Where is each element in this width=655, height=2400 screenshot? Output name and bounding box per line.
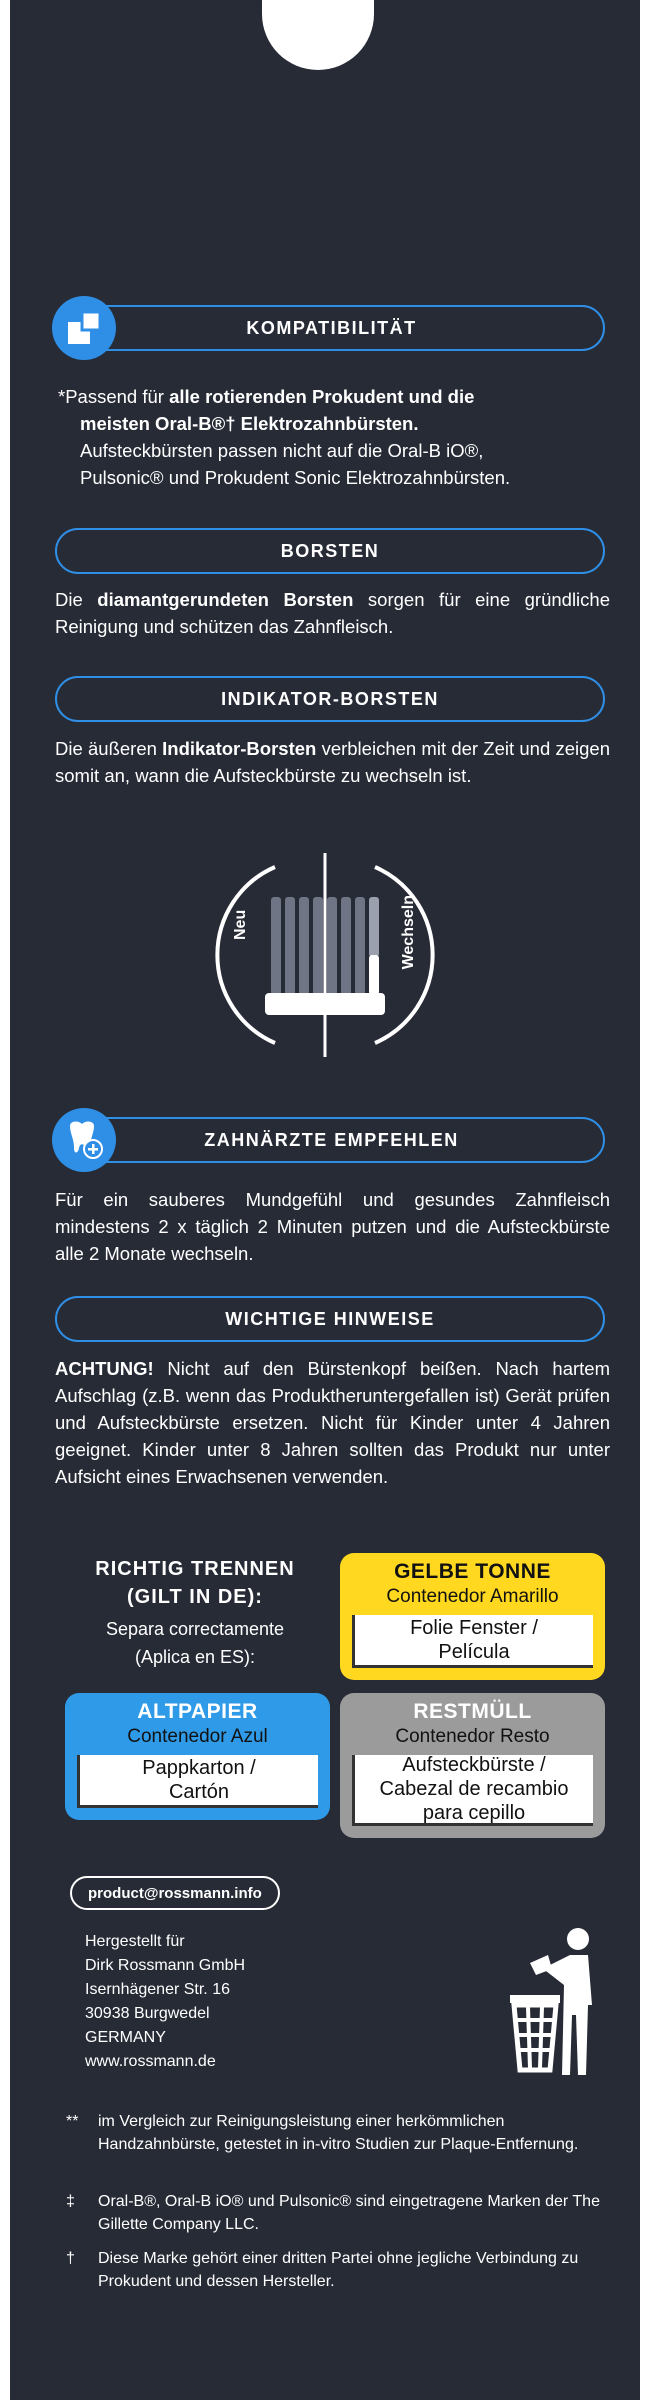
text-fragment: Nicht auf den Bürstenkopf beißen. Nach hartem Aufschlag (z.B. wenn das Produktheruntergefallen ist) Gerät prüfen und Aufsteckbürste ersetzen. Nicht für Kinder unter 4 Jahren geeignet. Kinder unter 8 Jahren sollten das Produkt nur unter Aufsicht eines Erwachsenen verwenden.	[55, 1358, 610, 1487]
bin-head: ALTPAPIER	[137, 1700, 258, 1723]
zahnaerzte-text: Für ein sauberes Mundgefühl und gesundes Zahnfleisch mindestens 2 x täglich 2 Minuten putzen und die Aufsteckbürste alle 2 Monate wechseln.	[55, 1189, 610, 1264]
tooth-plus-icon	[52, 1108, 116, 1172]
bin-altpapier	[65, 1693, 330, 1820]
section-bar-indikator	[55, 676, 605, 722]
bin-content	[352, 1615, 593, 1668]
bin-restmuell	[340, 1693, 605, 1838]
indikator-text	[55, 735, 610, 789]
recycling-title-line2: (GILT IN DE):	[127, 1586, 263, 1608]
text-bold: alle rotierenden Prokudent und die	[169, 386, 475, 407]
footnote-text: Diese Marke gehört einer dritten Partei ohne jegliche Verbindung zu Prokudent und dessen Hersteller.	[98, 2250, 579, 2290]
packaging-back-panel	[10, 0, 640, 2400]
bin-subhead: Contenedor Resto	[395, 1726, 550, 1747]
recycling-title	[65, 1555, 325, 1671]
section-bar-hinweise	[55, 1296, 605, 1342]
text-bold: ACHTUNG!	[55, 1358, 154, 1379]
puzzle-icon	[52, 296, 116, 360]
bin-item: Cabezal de recambio	[379, 1778, 569, 1800]
section-bar-kompatibilitaet	[58, 305, 605, 351]
text-line: Aufsteckbürsten passen nicht auf die Oral-B iO®,	[80, 440, 484, 461]
recycling-subtitle-line2: (Aplica en ES):	[134, 1647, 256, 1667]
label-wechseln: Wechseln	[400, 895, 417, 970]
address-line: Hergestellt für	[85, 1933, 185, 1950]
text-fragment: verbleichen mit der Zeit und zeigen somit an, wann die Aufsteckbürste zu wechseln ist.	[55, 738, 610, 786]
section-title-indikator: INDIKATOR-BORSTEN	[221, 688, 439, 709]
text-fragment: Die äußeren	[55, 738, 163, 759]
bin-item: Aufsteckbürste /	[402, 1754, 546, 1776]
bin-item: para cepillo	[422, 1802, 526, 1824]
section-bar-borsten	[55, 528, 605, 574]
bin-gelbe-tonne	[340, 1553, 605, 1680]
bin-item: Pappkarton /	[142, 1757, 256, 1779]
bin-subhead: Contenedor Azul	[127, 1726, 268, 1747]
footnote-1	[68, 2110, 628, 2156]
contact-email[interactable]	[70, 1876, 280, 1910]
hanger-hole	[262, 0, 374, 70]
hinweise-text	[55, 1355, 610, 1490]
section-bar-zahnaerzte	[58, 1117, 605, 1163]
footnote-text: im Vergleich zur Reinigungsleistung einer herkömmlichen Handzahnbürste, getestet in in-vitro Studien zur Plaque-Entfernung.	[98, 2113, 579, 2153]
section-title-borsten: BORSTEN	[280, 540, 380, 561]
address-line: GERMANY	[85, 2029, 166, 2046]
bin-head: GELBE TONNE	[394, 1560, 551, 1583]
bin-content	[77, 1755, 318, 1808]
section-title-kompatibilitaet: KOMPATIBILITÄT	[246, 317, 417, 338]
tidyman-litter-bin-icon	[500, 1925, 610, 2085]
bin-subhead: Contenedor Amarillo	[386, 1586, 559, 1607]
text-fragment: *Passend für	[58, 386, 170, 407]
bin-head: RESTMÜLL	[413, 1700, 532, 1723]
footnote-mark: ‡	[66, 2193, 75, 2210]
bin-item: Cartón	[168, 1781, 230, 1803]
section-title-zahnaerzte: ZAHNÄRZTE EMPFEHLEN	[204, 1129, 459, 1150]
address-line: Dirk Rossmann GmbH	[85, 1957, 246, 1974]
bin-content	[352, 1755, 593, 1826]
label-neu: Neu	[232, 909, 249, 940]
borsten-text	[55, 586, 610, 640]
section-title-hinweise: WICHTIGE HINWEISE	[225, 1308, 435, 1329]
address-line: Isernhägener Str. 16	[85, 1981, 230, 1998]
text-fragment: sorgen für eine gründliche Reinigung und schützen das Zahnfleisch.	[55, 589, 610, 637]
footnote-text: Oral-B®, Oral-B iO® und Pulsonic® sind eingetragene Marken der The Gillette Company LLC.	[98, 2193, 600, 2233]
bin-item: Folie Fenster /	[410, 1617, 538, 1639]
text-bold: Indikator-Borsten	[162, 738, 317, 759]
kompatibilitaet-text	[58, 383, 618, 491]
bin-item: Película	[438, 1641, 510, 1663]
text-line: Pulsonic® und Prokudent Sonic Elektrozahnbürsten.	[80, 467, 511, 488]
footnote-2	[68, 2190, 628, 2236]
footnote-mark: †	[66, 2250, 75, 2267]
contact-email-text: product@rossmann.info	[88, 1884, 262, 1902]
text-fragment: Die	[55, 589, 98, 610]
footnote-mark: **	[66, 2113, 79, 2130]
text-bold: meisten Oral-B®† Elektrozahnbürsten.	[80, 413, 419, 434]
text-bold: diamantgerundeten Borsten	[97, 589, 354, 610]
footnote-3	[68, 2247, 628, 2293]
address-block	[85, 1930, 245, 2074]
address-line: 30938 Burgwedel	[85, 2005, 210, 2022]
recycling-title-line1: RICHTIG TRENNEN	[95, 1558, 295, 1580]
recycling-subtitle-line1: Separa correctamente	[105, 1619, 285, 1639]
address-line[interactable]: www.rossmann.de	[85, 2053, 216, 2070]
